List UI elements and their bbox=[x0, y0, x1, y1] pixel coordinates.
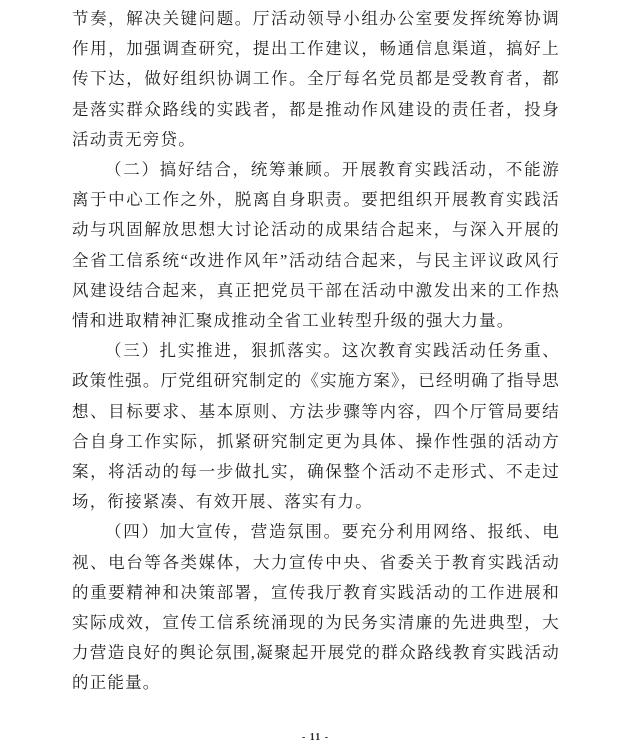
document-body bbox=[72, 4, 560, 699]
page-number: - 11 - bbox=[301, 732, 330, 743]
paragraph-continuation: 节奏，解决关键问题。厅活动领导小组办公室要发挥统筹协调作用，加强调查研究，提出工作建议，畅通信息渠道，搞好上传下达，做好组织协调工作。全厅每名党员都是受教育者，都是落实群众路线的实践者，都是推动作风建设的责任者，投身活动责无旁贷。 bbox=[72, 9, 560, 149]
paragraph-item-2: （二）搞好结合，统筹兼顾。开展教育实践活动，不能游离于中心工作之外，脱离自身职责。要把组织开展教育实践活动与巩固解放思想大讨论活动的成果结合起来，与深入开展的全省工信系统“改进作风年”活动结合起来，与民主评议政风行风建设结合起来，真正把党员干部在活动中激发出来的工作热情和进取精神汇聚成推动全省工业转型升级的强大力量。 bbox=[72, 160, 560, 331]
paragraph-item-4: （四）加大宣传，营造氛围。要充分利用网络、报纸、电视、电台等各类媒体，大力宣传中央、省委关于教育实践活动的重要精神和决策部署，宣传我厅教育实践活动的工作进展和实际成效，宣传工信系统涌现的为民务实清廉的先进典型，大力营造良好的舆论氛围,凝聚起开展党的群众路线教育实践活动的正能量。 bbox=[72, 522, 560, 693]
paragraph-item-3: （三）扎实推进，狠抓落实。这次教育实践活动任务重、政策性强。厅党组研究制定的《实施方案》，已经明确了指导思想、目标要求、基本原则、方法步骤等内容，四个厅管局要结合自身工作实际，抓紧研究制定更为具体、操作性强的活动方案，将活动的每一步做扎实，确保整个活动不走形式、不走过场，衔接紧凑、有效开展、落实有力。 bbox=[72, 341, 560, 512]
